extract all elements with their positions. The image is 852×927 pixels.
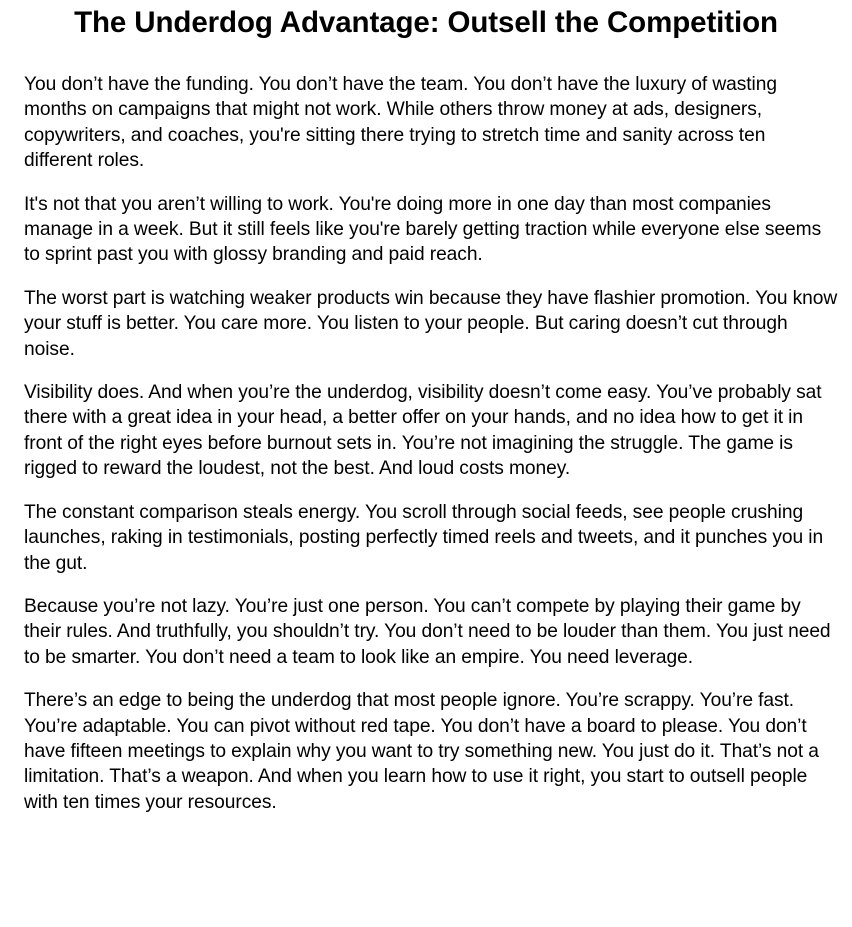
body-paragraph: The constant comparison steals energy. You scroll through social feeds, see people crushing launches, raking in testimonials, posting perfectly timed reels and tweets, and it punches you in the gut. [24,501,824,574]
page-title: The Underdog Advantage: Outsell the Competition [74,6,778,39]
body-paragraph: You don’t have the funding. You don’t have the team. You don’t have the luxury of wasting months on campaigns that might not work. While others throw money at ads, designers, copywriters, and coaches, you're sitting there trying to stretch time and sanity across ten different roles. [24,74,777,172]
body-paragraph: Because you’re not lazy. You’re just one person. You can’t compete by playing their game by their rules. And truthfully, you shouldn’t try. You don’t need to be louder than them. You just need to be smarter. You don’t need a team to look like an empire. You need leverage. [24,595,831,668]
body-paragraph: Visibility does. And when you’re the underdog, visibility doesn’t come easy. You’ve probably sat there with a great idea in your head, a better offer on your hands, and no idea how to get it in front of the right eyes before burnout sets in. You’re not imagining the struggle. The game is rigged to reward the loudest, not the best. And loud costs money. [24,382,822,480]
body-paragraph: The worst part is watching weaker products win because they have flashier promotion. You know your stuff is better. You care more. You listen to your people. But caring doesn’t cut through noise. [24,287,838,360]
body-paragraph: It's not that you aren’t willing to work. You're doing more in one day than most companies manage in a week. But it still feels like you're barely getting traction while everyone else seems to sprint past you with glossy branding and paid reach. [24,193,822,266]
body-paragraph: There’s an edge to being the underdog that most people ignore. You’re scrappy. You’re fast. You’re adaptable. You can pivot without red tape. You don’t have a board to please. You don’t have fifteen meetings to explain why you want to try something new. You just do it. That’s not a limitation. That’s a weapon. And when you learn how to use it right, you start to outsell people with ten times your resources. [24,690,819,813]
article-body [0,72,852,815]
